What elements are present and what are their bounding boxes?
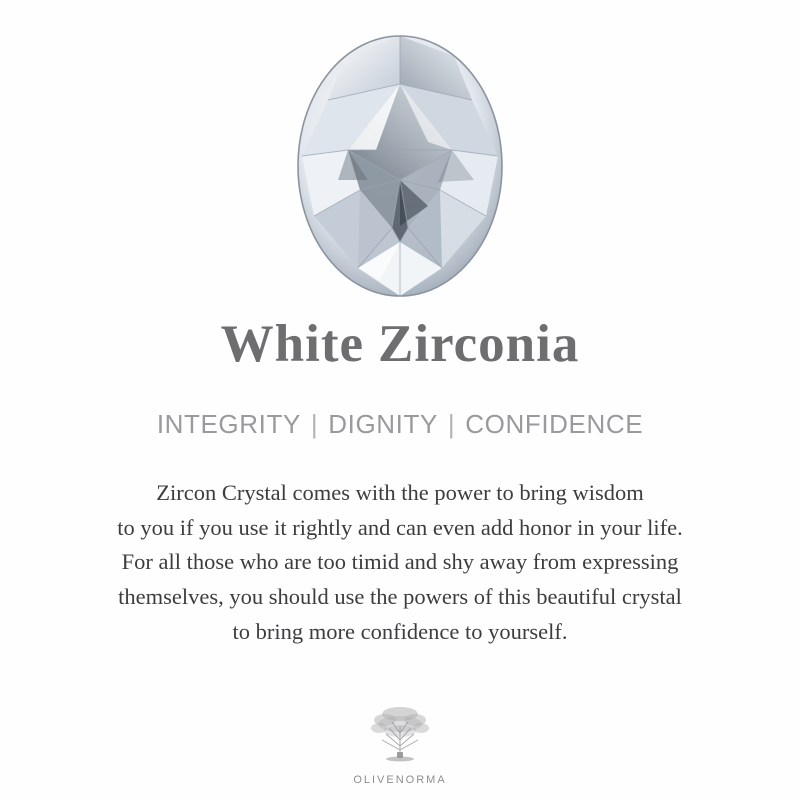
description-line-1: Zircon Crystal comes with the power to bring wisdom xyxy=(156,479,644,505)
description-text xyxy=(30,476,770,650)
description-line-5: to bring more confidence to yourself. xyxy=(232,619,568,645)
keyword-dignity: DIGNITY xyxy=(328,408,438,439)
brand-name: OLIVENORMA xyxy=(353,774,447,786)
title-word-2: Zirconia xyxy=(378,315,580,373)
oval-cut-gemstone-icon xyxy=(288,30,512,302)
gemstone-image xyxy=(275,28,525,303)
title-word-1: White xyxy=(220,315,364,373)
description-line-3: For all those who are too timid and shy away from expressing xyxy=(121,549,679,575)
description-line-2: to you if you use it rightly and can even add honor in your life. xyxy=(117,514,683,540)
page-title xyxy=(221,317,580,373)
tree-of-life-icon xyxy=(361,700,439,772)
description-line-4: themselves, you should use the powers of this beautiful crystal xyxy=(118,584,682,610)
brand-logo xyxy=(0,700,800,786)
keyword-integrity: INTEGRITY xyxy=(156,408,301,439)
keyword-confidence: CONFIDENCE xyxy=(465,408,644,439)
keyword-separator-2: | xyxy=(447,408,456,439)
keyword-separator-1: | xyxy=(310,408,319,439)
keyword-list xyxy=(157,409,643,440)
